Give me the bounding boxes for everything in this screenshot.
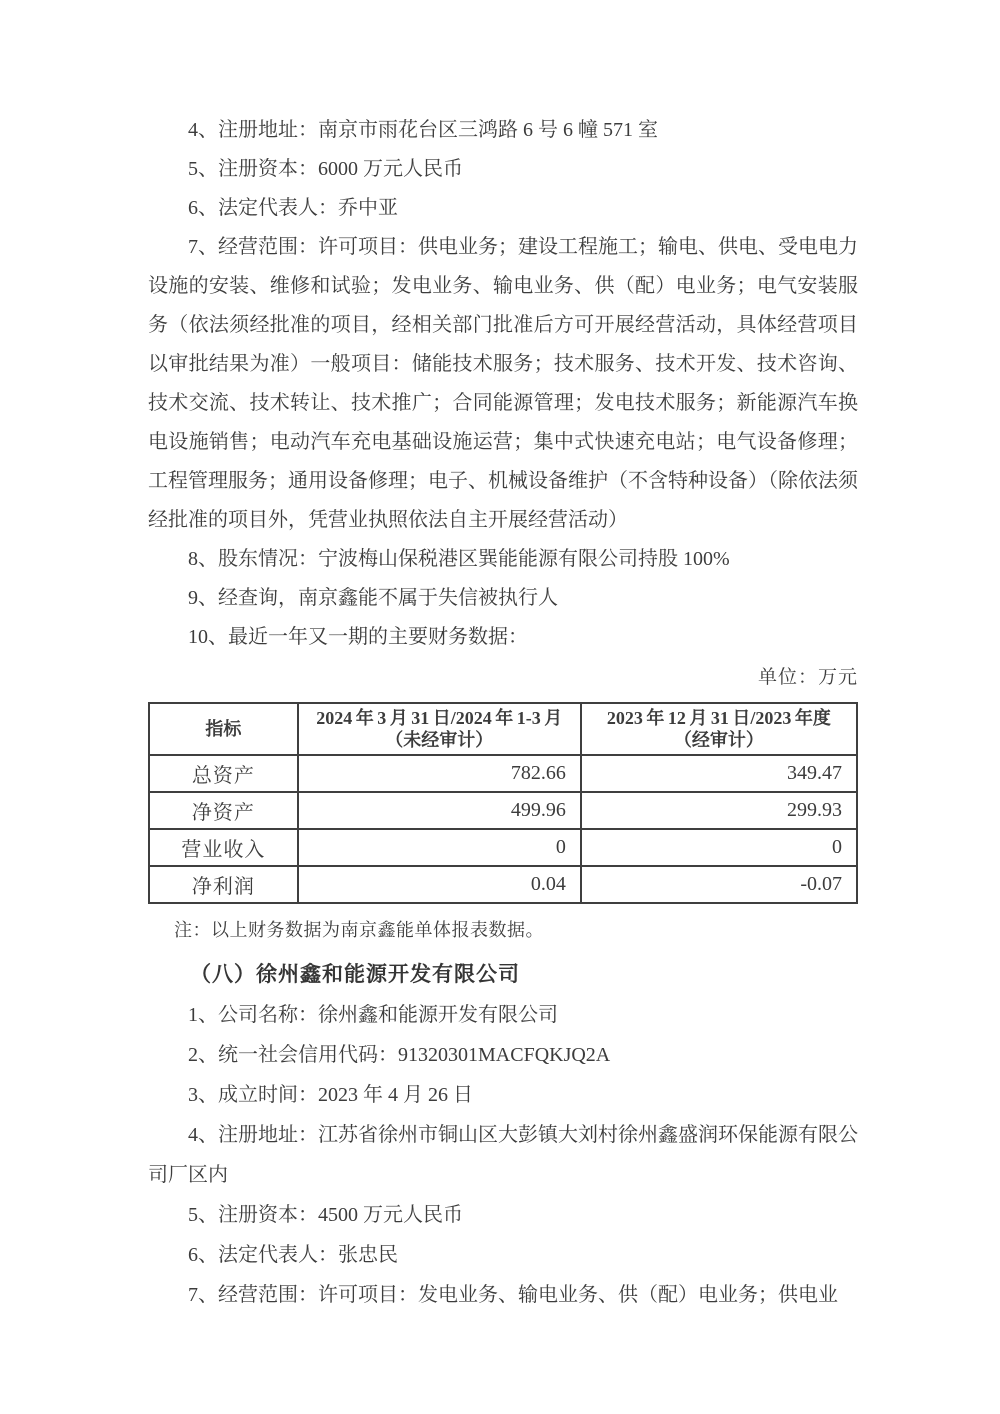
header-period-2023	[581, 703, 857, 755]
header-indicator: 指标	[149, 703, 298, 755]
header-period-2024-line2: （未经审计）	[385, 730, 494, 750]
item-5-registered-capital: 5、注册资本：6000 万元人民币	[188, 158, 463, 180]
value-2024: 0	[298, 829, 581, 866]
row-label: 净利润	[149, 866, 298, 903]
financial-table-header	[149, 703, 857, 755]
header-period-2023-line2: （经审计）	[673, 730, 764, 750]
header-period-2023-line1: 2023 年 12 月 31 日/2023 年度	[606, 708, 831, 728]
page-content	[148, 111, 858, 1315]
item-9-credit-check: 9、经查询，南京鑫能不属于失信被执行人	[188, 587, 558, 609]
item-7-business-scope: 7、经营范围：许可项目：供电业务；建设工程施工；输电、供电、受电电力设施的安装、维修和试验；发电业务、输电业务、供（配）电业务；电气安装服务（依法须经批准的项目，经相关部门批准后方可开展经营活动，具体经营项目以审批结果为准）一般项目：储能技术服务；技术服务、技术开发、技术咨询、技术交流、技术转让、技术推广；合同能源管理；发电技术服务；新能源汽车换电设施销售；电动汽车充电基础设施运营；集中式快速充电站；电气设备修理；工程管理服务；通用设备修理；电子、机械设备维护（不含特种设备）（除依法须经批准的项目外，凭营业执照依法自主开展经营活动）	[148, 236, 858, 531]
table-header-row	[149, 703, 857, 755]
value-2023: -0.07	[581, 866, 857, 903]
section-8-body	[148, 995, 858, 1315]
value-2024: 499.96	[298, 792, 581, 829]
item-10-financial-data-intro: 10、最近一年又一期的主要财务数据：	[188, 626, 528, 648]
table-row-total-assets	[149, 755, 857, 792]
value-2023: 349.47	[581, 755, 857, 792]
table-unit-label: 单位：万元	[757, 667, 858, 688]
section-8-heading: （八）徐州鑫和能源开发有限公司	[190, 962, 520, 986]
financial-table	[148, 702, 858, 904]
table-row-net-assets	[149, 792, 857, 829]
item-4-registered-address: 4、注册地址：南京市雨花台区三鸿路 6 号 6 幢 571 室	[188, 119, 658, 141]
table-footnote: 注：以上财务数据为南京鑫能单体报表数据。	[174, 920, 544, 940]
header-period-2024	[298, 703, 581, 755]
item-7-business-scope: 7、经营范围：许可项目：发电业务、输电业务、供（配）电业务；供电业	[188, 1284, 838, 1306]
table-row-net-profit	[149, 866, 857, 903]
row-label: 净资产	[149, 792, 298, 829]
value-2024: 0.04	[298, 866, 581, 903]
value-2024: 782.66	[298, 755, 581, 792]
row-label: 总资产	[149, 755, 298, 792]
financial-table-body	[149, 755, 857, 903]
item-3-establish-date: 3、成立时间：2023 年 4 月 26 日	[188, 1084, 473, 1106]
header-period-2024-line1: 2024 年 3 月 31 日/2024 年 1-3 月	[316, 708, 563, 728]
row-label: 营业收入	[149, 829, 298, 866]
table-row-revenue	[149, 829, 857, 866]
item-2-credit-code: 2、统一社会信用代码：91320301MACFQKJQ2A	[188, 1044, 611, 1066]
item-5-registered-capital: 5、注册资本：4500 万元人民币	[188, 1204, 463, 1226]
item-1-company-name: 1、公司名称：徐州鑫和能源开发有限公司	[188, 1004, 558, 1026]
value-2023: 299.93	[581, 792, 857, 829]
item-6-legal-representative: 6、法定代表人：乔中亚	[188, 197, 398, 219]
value-2023: 0	[581, 829, 857, 866]
item-8-shareholders: 8、股东情况：宁波梅山保税港区巽能能源有限公司持股 100%	[188, 548, 730, 570]
item-6-legal-representative: 6、法定代表人：张忠民	[188, 1244, 398, 1266]
item-4-registered-address: 4、注册地址：江苏省徐州市铜山区大彭镇大刘村徐州鑫盛润环保能源有限公司厂区内	[148, 1124, 858, 1186]
